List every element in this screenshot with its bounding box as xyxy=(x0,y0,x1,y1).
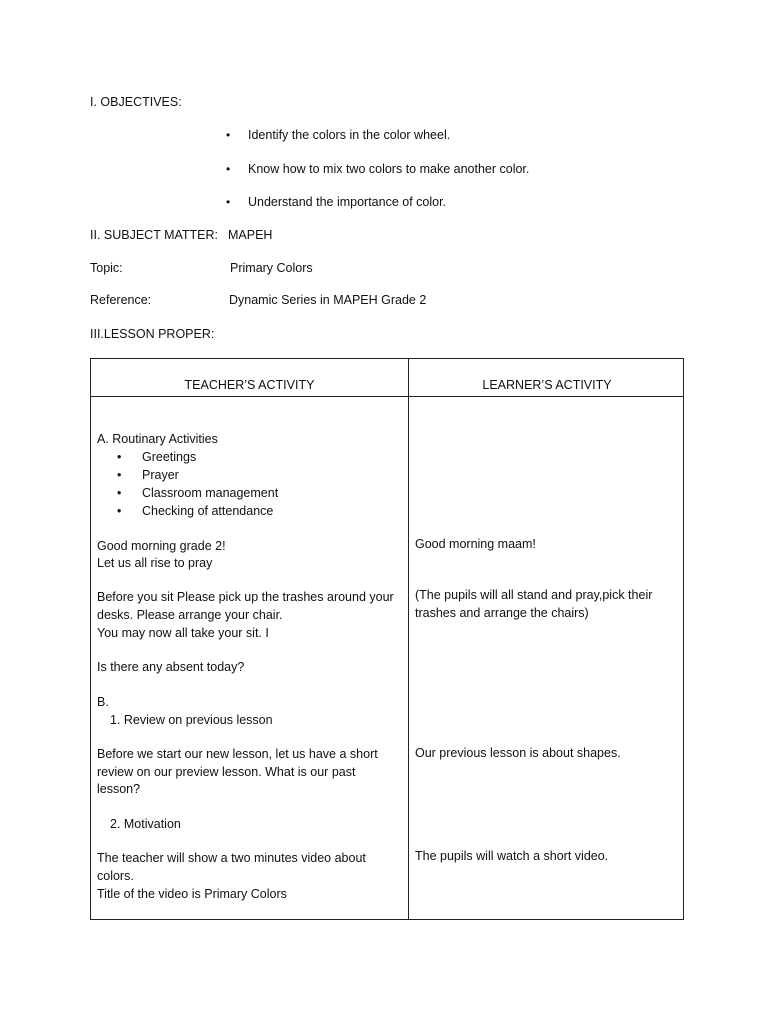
learner-text: trashes and arrange the chairs) xyxy=(415,606,589,620)
teacher-activity-header: TEACHER’S ACTIVITY xyxy=(184,378,315,392)
topic-value: Primary Colors xyxy=(230,261,313,275)
section-b-label: B. xyxy=(97,695,109,709)
review-title: 1. Review on previous lesson xyxy=(110,713,273,727)
teacher-text: Is there any absent today? xyxy=(97,660,245,674)
teacher-text: You may now all take your sit. I xyxy=(97,626,269,640)
learner-text: The pupils will watch a short video. xyxy=(415,849,609,863)
lesson-proper-heading: III.LESSON PROPER: xyxy=(90,327,215,341)
reference-label: Reference: xyxy=(90,293,152,307)
subject-matter-value: MAPEH xyxy=(228,228,273,242)
bullet-icon: • xyxy=(226,195,231,209)
bullet-icon: • xyxy=(226,162,231,176)
routinary-title: A. Routinary Activities xyxy=(97,432,218,446)
teacher-text: Before we start our new lesson, let us have a short xyxy=(97,747,378,761)
objective-item: Identify the colors in the color wheel. xyxy=(248,128,451,142)
teacher-text: review on our preview lesson. What is our past xyxy=(97,765,356,779)
objective-item: Understand the importance of color. xyxy=(248,195,447,209)
header-divider xyxy=(91,396,683,397)
objective-item: Know how to mix two colors to make another color. xyxy=(248,162,530,176)
column-divider xyxy=(408,359,409,919)
bullet-icon: • xyxy=(226,128,231,142)
lesson-table xyxy=(90,358,684,920)
teacher-text: colors. xyxy=(97,869,134,883)
learner-text: Our previous lesson is about shapes. xyxy=(415,746,621,760)
motivation-title: 2. Motivation xyxy=(110,817,181,831)
teacher-text: Good morning grade 2! xyxy=(97,539,226,553)
topic-label: Topic: xyxy=(90,261,123,275)
objectives-heading: I. OBJECTIVES: xyxy=(90,95,182,109)
list-item: • Checking of attendance xyxy=(97,502,278,520)
teacher-text: lesson? xyxy=(97,782,141,796)
list-item: • Greetings xyxy=(97,448,278,466)
learner-activity-header: LEARNER’S ACTIVITY xyxy=(482,378,612,392)
teacher-text: desks. Please arrange your chair. xyxy=(97,608,283,622)
routinary-list xyxy=(97,448,278,520)
learner-text: (The pupils will all stand and pray,pick their xyxy=(415,588,653,602)
reference-value: Dynamic Series in MAPEH Grade 2 xyxy=(229,293,427,307)
list-item: • Prayer xyxy=(97,466,278,484)
teacher-text: Let us all rise to pray xyxy=(97,556,213,570)
teacher-text: Before you sit Please pick up the trashes around your xyxy=(97,590,394,604)
subject-matter-label: II. SUBJECT MATTER: xyxy=(90,228,219,242)
teacher-text: The teacher will show a two minutes video about xyxy=(97,851,366,865)
teacher-text: Title of the video is Primary Colors xyxy=(97,887,287,901)
list-item: • Classroom management xyxy=(97,484,278,502)
learner-text: Good morning maam! xyxy=(415,537,536,551)
